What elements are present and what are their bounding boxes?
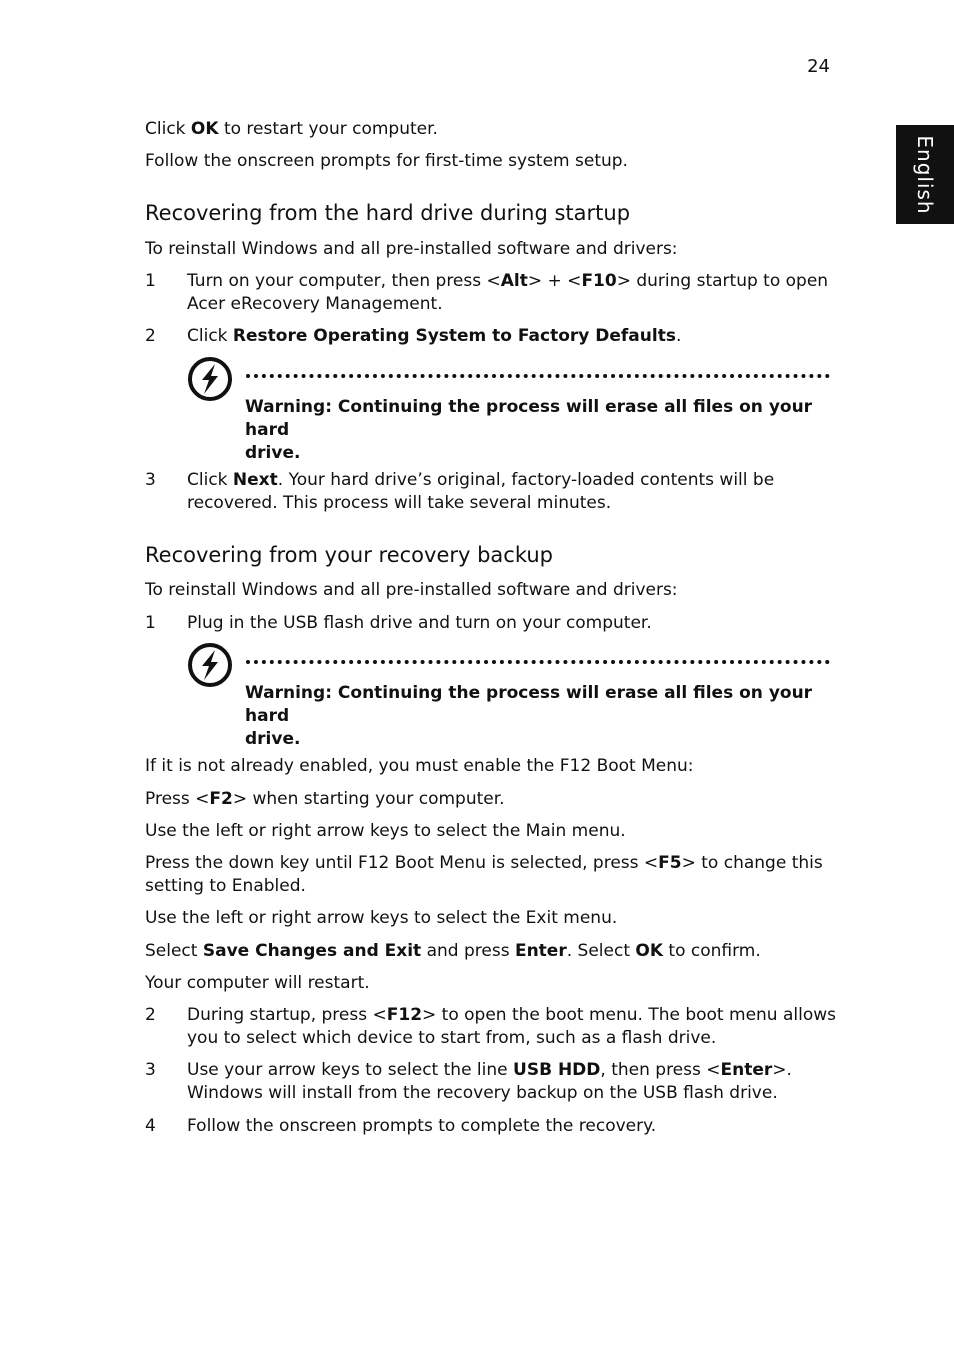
language-tab-label: English	[913, 134, 937, 215]
sec1-step1: Turn on your computer, then press <Alt> + <F10> during startup to open Acer eRecovery Management.	[187, 271, 829, 314]
sec2-step1: Plug in the USB flash drive and turn on your computer.	[187, 613, 652, 633]
sec2-step4: Follow the onscreen prompts to complete the recovery.	[187, 1116, 657, 1136]
intro-follow: Follow the onscreen prompts for first-time system setup.	[145, 151, 628, 171]
page-number: 24	[807, 56, 830, 77]
sec2-para-save: Select Save Changes and Exit and press Enter. Select OK to confirm.	[145, 941, 761, 961]
sec2-step1-number: 1	[145, 613, 156, 633]
sec2-warning-text: Warning: Continuing the process will erase all files on your hard drive.	[245, 683, 813, 749]
sec1-step3: Click Next. Your hard drive’s original, factory-loaded contents will be recovered. This process will take several minutes.	[187, 470, 775, 513]
warning-lightning-icon	[187, 642, 233, 688]
intro-click-ok: Click OK to restart your computer.	[145, 119, 438, 139]
warning-divider	[246, 374, 830, 378]
sec2-para-enable: If it is not already enabled, you must enable the F12 Boot Menu:	[145, 756, 694, 776]
sec2-para-main-menu: Use the left or right arrow keys to select the Main menu.	[145, 821, 626, 841]
sec2-lead: To reinstall Windows and all pre-installed software and drivers:	[145, 580, 678, 600]
sec2-step3-number: 3	[145, 1060, 156, 1080]
warning-lightning-icon	[187, 356, 233, 402]
sec1-step3-number: 3	[145, 470, 156, 490]
section-heading-hard-drive: Recovering from the hard drive during startup	[145, 201, 631, 225]
sec2-para-restart: Your computer will restart.	[145, 973, 370, 993]
warning-divider	[246, 660, 830, 664]
section-heading-recovery-backup: Recovering from your recovery backup	[145, 543, 554, 567]
language-tab	[896, 125, 954, 224]
sec1-lead: To reinstall Windows and all pre-installed software and drivers:	[145, 239, 678, 259]
sec2-step2: During startup, press <F12> to open the boot menu. The boot menu allows you to select which device to start from, such as a flash drive.	[187, 1005, 836, 1048]
sec2-step3: Use your arrow keys to select the line USB HDD, then press <Enter>. Windows will install from the recovery backup on the USB flash drive.	[187, 1060, 792, 1103]
sec1-step2-number: 2	[145, 326, 156, 346]
sec1-step2: Click Restore Operating System to Factory Defaults.	[187, 326, 682, 346]
sec2-para-exit-menu: Use the left or right arrow keys to select the Exit menu.	[145, 908, 618, 928]
sec2-para-press-f2: Press <F2> when starting your computer.	[145, 789, 505, 809]
sec1-warning-text: Warning: Continuing the process will erase all files on your hard drive.	[245, 397, 813, 463]
sec2-para-f5: Press the down key until F12 Boot Menu is selected, press <F5> to change this setting to Enabled.	[145, 853, 823, 896]
sec2-step2-number: 2	[145, 1005, 156, 1025]
sec2-step4-number: 4	[145, 1116, 156, 1136]
sec1-step1-number: 1	[145, 271, 156, 291]
